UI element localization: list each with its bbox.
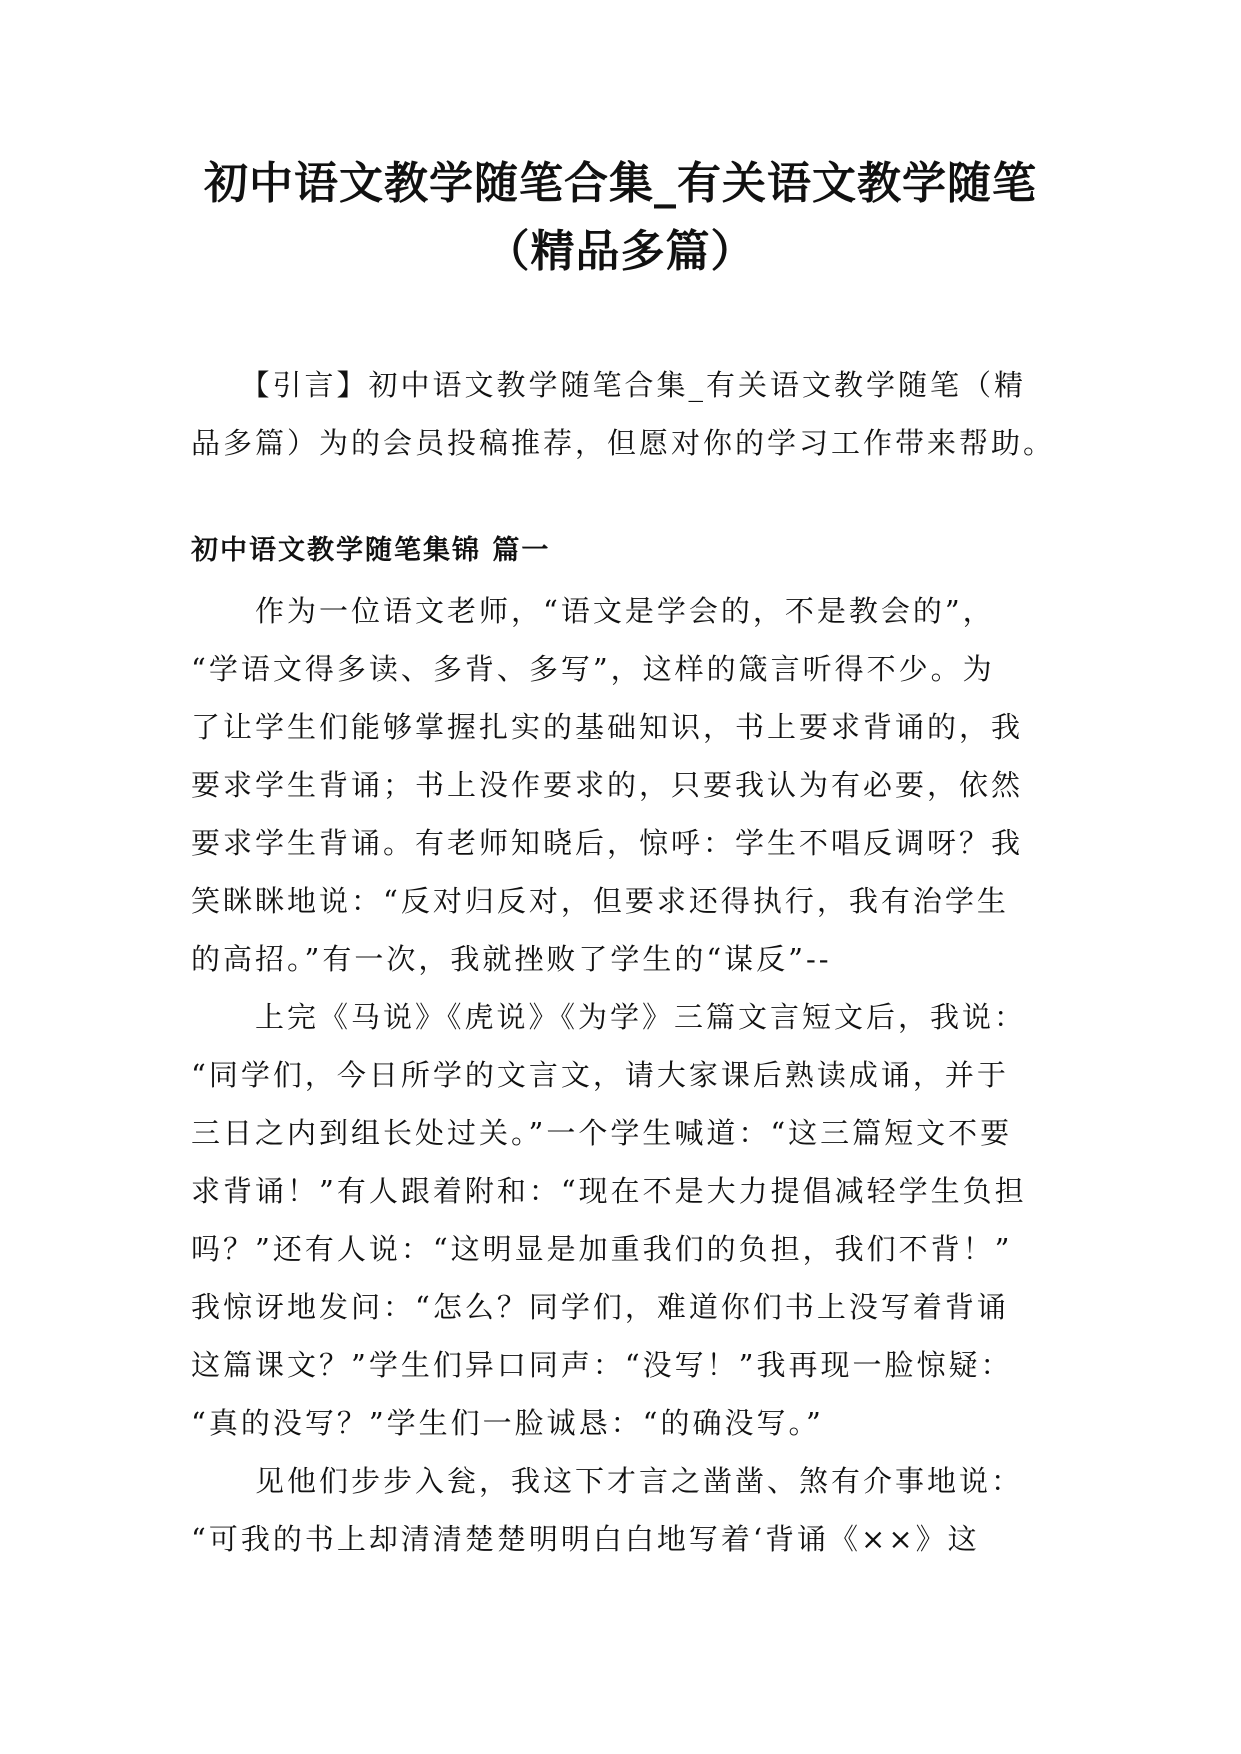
body-line: 吗？”还有人说：“这明显是加重我们的负担，我们不背！” xyxy=(191,1232,1013,1266)
body-line: 了让学生们能够掌握扎实的基础知识，书上要求背诵的，我 xyxy=(191,710,1024,744)
body-line: 这篇课文？”学生们异口同声：“没写！”我再现一脸惊疑： xyxy=(191,1348,1013,1382)
intro-line: 品多篇）为的会员投稿推荐，但愿对你的学习工作带来帮助。 xyxy=(191,426,1056,460)
title-line: （精品多篇） xyxy=(485,226,756,277)
body-line: 要求学生背诵；书上没作要求的，只要我认为有必要，依然 xyxy=(191,768,1024,802)
intro-line: 【引言】初中语文教学随笔合集_有关语文教学随笔（精 xyxy=(191,368,1027,402)
body-line: 要求学生背诵。有老师知晓后，惊呼：学生不唱反调呀？我 xyxy=(191,826,1024,860)
title-line: 初中语文教学随笔合集_有关语文教学随笔 xyxy=(204,158,1037,209)
body-line: “学语文得多读、多背、多写”，这样的箴言听得不少。为 xyxy=(191,652,995,686)
intro-paragraph xyxy=(191,356,1056,472)
body-line: 笑眯眯地说：“反对归反对，但要求还得执行，我有治学生 xyxy=(191,884,1009,918)
body-line: “可我的书上却清清楚楚明明白白地写着‘背诵《××》这 xyxy=(191,1522,980,1556)
section-heading: 初中语文教学随笔集锦 篇一 xyxy=(191,535,551,566)
body-line: 求背诵！”有人跟着附和：“现在不是大力提倡减轻学生负担 xyxy=(191,1174,1027,1208)
article-body xyxy=(191,582,1051,1568)
document-title xyxy=(150,150,1091,286)
body-line: 见他们步步入瓮，我这下才言之凿凿、煞有介事地说： xyxy=(191,1464,1024,1498)
body-line: “真的没写？”学生们一脸诚恳：“的确没写。” xyxy=(191,1406,824,1440)
body-line: 三日之内到组长处过关。”一个学生喊道：“这三篇短文不要 xyxy=(191,1116,1013,1150)
body-line: 上完《马说》《虎说》《为学》三篇文言短文后，我说： xyxy=(191,1000,1027,1034)
body-line: 我惊讶地发问：“怎么？同学们，难道你们书上没写着背诵 xyxy=(191,1290,1009,1324)
body-line: “同学们，今日所学的文言文，请大家课后熟读成诵，并于 xyxy=(191,1058,1009,1092)
body-line: 的高招。”有一次，我就挫败了学生的“谋反”-- xyxy=(191,942,832,976)
body-line: 作为一位语文老师，“语文是学会的，不是教会的”， xyxy=(191,594,995,628)
